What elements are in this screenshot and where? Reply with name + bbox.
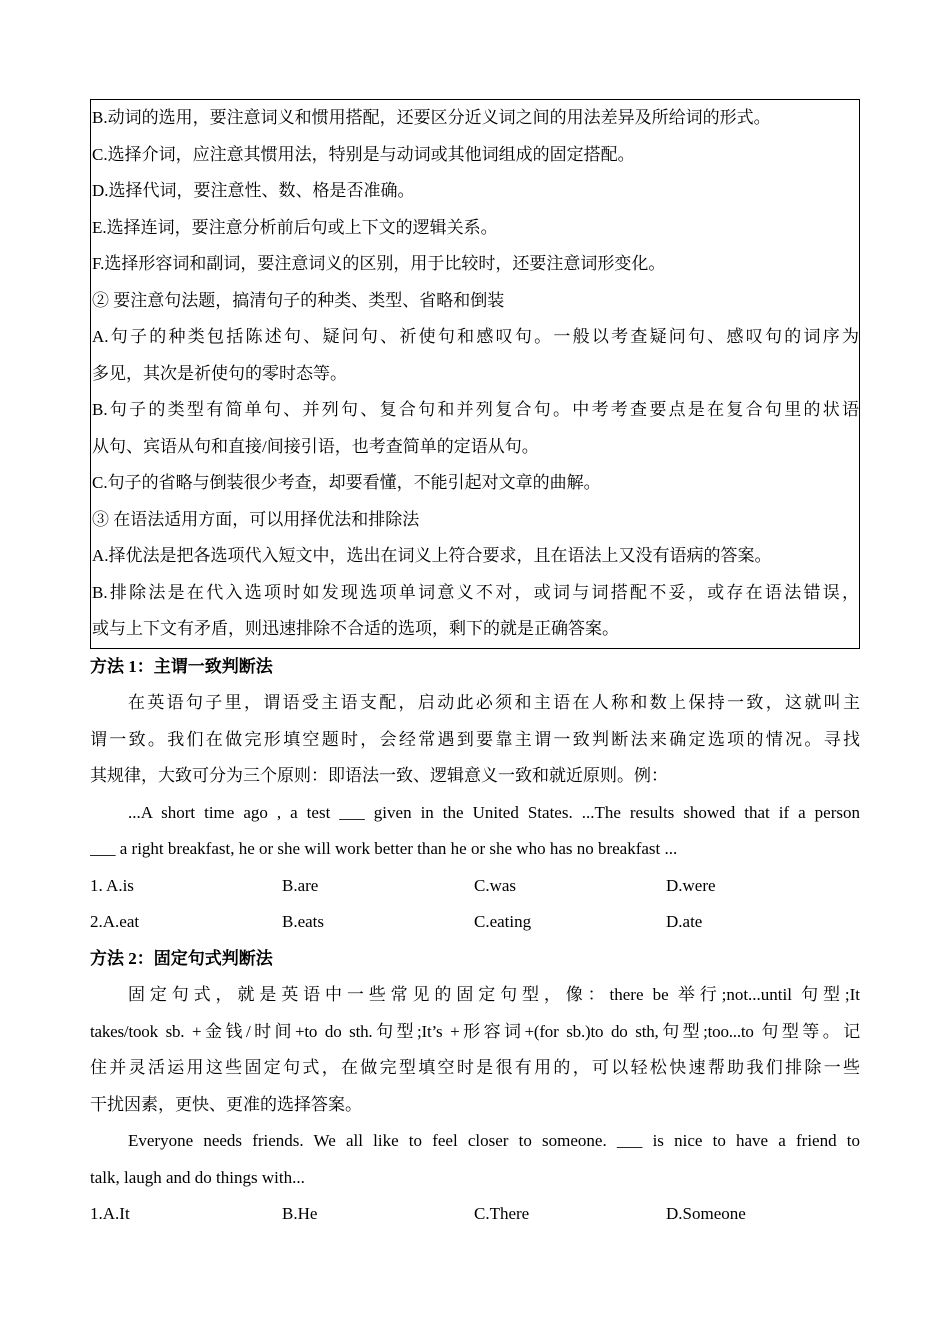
method2-paragraph-line: takes/took sb. +金钱/时间+to do sth.句型;It’s +形容词+(for sb.)to do sth,句型;too...to 句型等。记	[90, 1021, 860, 1041]
box-line: B.动词的选用，要注意词义和惯用搭配，还要区分近义词之间的用法差异及所给词的形式。	[92, 108, 771, 127]
method1-example-line: ___ a right breakfast, he or she will work better than he or she who has no breakfast ...	[90, 839, 678, 858]
option: B.are	[282, 875, 319, 895]
option: B.eats	[282, 912, 325, 931]
tips-box	[90, 99, 860, 649]
method1-heading: 方法 1：主谓一致判断法	[90, 656, 273, 676]
method2-heading: 方法 2：固定句式判断法	[90, 948, 273, 968]
method1-options-row	[90, 868, 860, 905]
box-line: ③ 在语法适用方面，可以用择优法和排除法	[92, 509, 420, 529]
method1-paragraph-line: 其规律，大致可分为三个原则：即语法一致、逻辑意义一致和就近原则。例：	[90, 766, 668, 785]
method2-options-row	[90, 1196, 860, 1233]
box-line: E.选择连词，要注意分析前后句或上下文的逻辑关系。	[92, 217, 498, 237]
option: C.eating	[474, 912, 532, 931]
option: D.ate	[666, 912, 703, 931]
document-page	[90, 99, 860, 1233]
box-line: 或与上下文有矛盾，则迅速排除不合适的选项，剩下的就是正确答案。	[92, 619, 619, 638]
option: C.was	[474, 875, 517, 895]
option: 2.A.eat	[90, 912, 140, 931]
option: D.Someone	[666, 1204, 746, 1223]
method1-paragraph-line: 在英语句子里，谓语受主语支配，启动此必须和主语在人称和数上保持一致，这就叫主	[128, 693, 860, 712]
option: C.There	[474, 1204, 530, 1223]
option: B.He	[282, 1204, 318, 1223]
method2-example-line: Everyone needs friends. We all like to feel closer to someone. ___ is nice to have a friend to	[128, 1131, 860, 1150]
box-line: C.句子的省略与倒装很少考查，却要看懂，不能引起对文章的曲解。	[92, 473, 601, 492]
method1-example-line: ...A short time ago , a test ___ given in the United States. ...The results showed that if a person	[128, 802, 860, 822]
option: D.were	[666, 875, 716, 895]
box-line: B.句子的类型有简单句、并列句、复合句和并列复合句。中考考查要点是在复合句里的状语	[92, 400, 859, 419]
method2-example-line: talk, laugh and do things with...	[90, 1167, 305, 1187]
box-line: A.择优法是把各选项代入短文中，选出在词义上符合要求，且在语法上又没有语病的答案。	[92, 546, 772, 565]
box-line: F.选择形容词和副词，要注意词义的区别，用于比较时，还要注意词形变化。	[92, 254, 666, 273]
box-line: C.选择介词，应注意其惯用法，特别是与动词或其他词组成的固定搭配。	[92, 144, 635, 164]
method2-paragraph-line: 住并灵活运用这些固定句式，在做完型填空时是很有用的，可以轻松快速帮助我们排除一些	[90, 1058, 860, 1077]
box-line: B.排除法是在代入选项时如发现选项单词意义不对，或词与词搭配不妥，或存在语法错误，	[92, 582, 859, 602]
box-line: 从句、宾语从句和直接/间接引语，也考查简单的定语从句。	[92, 436, 539, 456]
box-line: ② 要注意句法题，搞清句子的种类、类型、省略和倒装	[92, 290, 505, 310]
method1-options-row	[90, 904, 860, 941]
method2-paragraph-line: 固定句式，就是英语中一些常见的固定句型，像：there be 举行;not...until 句型;It	[128, 985, 860, 1004]
box-line: 多见，其次是祈使句的零时态等。	[92, 363, 347, 383]
method1-paragraph-line: 谓一致。我们在做完形填空题时，会经常遇到要靠主谓一致判断法来确定选项的情况。寻找	[90, 729, 860, 749]
box-line: D.选择代词，要注意性、数、格是否准确。	[92, 181, 415, 200]
method2-paragraph-line: 干扰因素，更快、更准的选择答案。	[90, 1094, 362, 1114]
option: 1.A.It	[90, 1204, 130, 1223]
box-line: A.句子的种类包括陈述句、疑问句、祈使句和感叹句。一般以考查疑问句、感叹句的词序为	[92, 327, 859, 346]
option: 1. A.is	[90, 875, 134, 895]
